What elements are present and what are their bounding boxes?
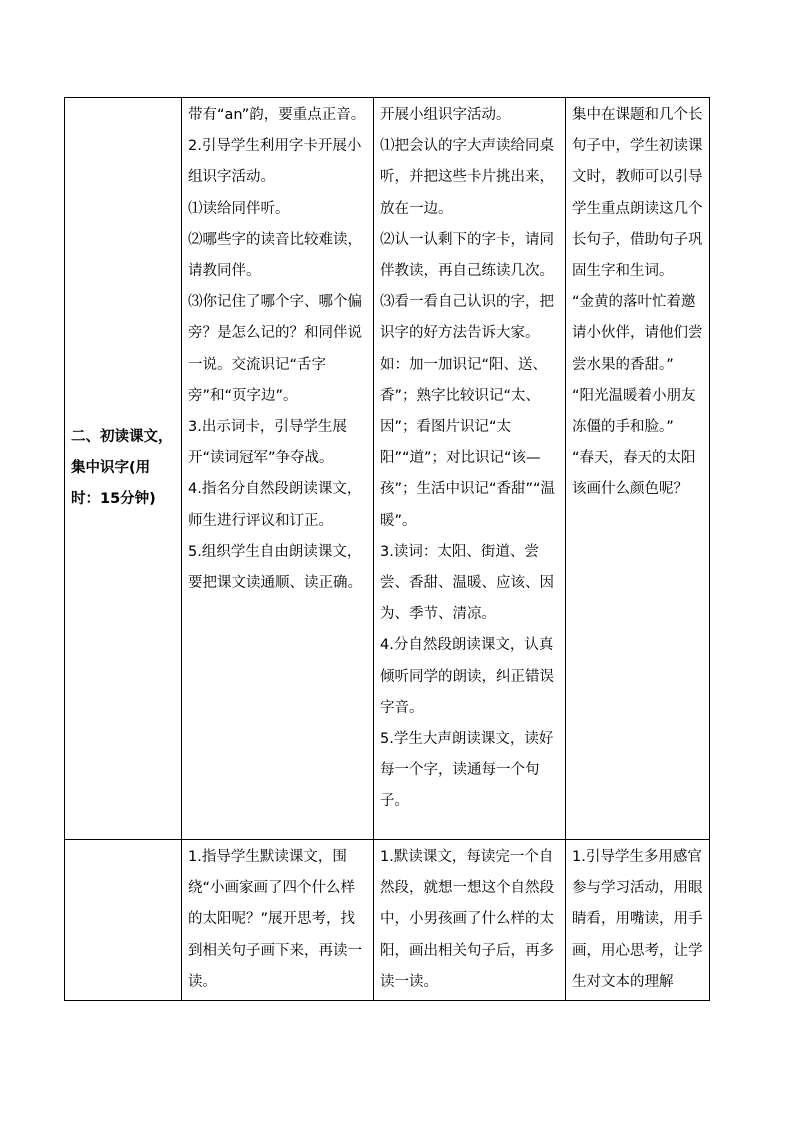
teacher-activity-cell — [182, 840, 374, 1001]
teacher-line: 5.组织学生自由朗读课文，要把课文读通顺、读正确。 — [188, 543, 362, 592]
student-line: 4.分自然段朗读课文，认真倾听同学的朗读，纠正错误字音。 — [380, 637, 554, 716]
design-intent-cell — [566, 840, 710, 1001]
table-row — [65, 98, 710, 840]
student-line: ⑵认一认剩下的字卡，请同伴教读，再自己练读几次。 — [380, 231, 554, 280]
student-line: ⑴把会认的字大声读给同桌听，并把这些卡片挑出来，放在一边。 — [380, 138, 554, 217]
teacher-line: ⑵哪些字的读音比较难读，请教同伴。 — [188, 231, 362, 280]
teacher-line: ⑶你记住了哪个字、哪个偏旁？是怎么记的？和同伴说一说。交流识记“舌字旁”和“页字边”。 — [188, 294, 362, 404]
student-line: 5.学生大声朗读课文，读好每一个字，读通每一个句子。 — [380, 731, 554, 810]
intent-line: “金黄的落叶忙着邀请小伙伴，请他们尝尝水果的香甜。” — [572, 294, 703, 373]
student-line: 3.读词：太阳、街道、尝尝、香甜、温暖、应该、因为、季节、清凉。 — [380, 543, 554, 623]
intent-line: “春天，春天的太阳该画什么颜色呢？ — [572, 450, 696, 498]
student-line: 1.默读课文，每读完一个自然段，就想一想这个自然段中，小男孩画了什么样的太阳，画出相关句子后，再多读一读。 — [380, 849, 554, 990]
intent-line: “阳光温暖着小朋友冻僵的手和脸。” — [572, 387, 696, 436]
stage-cell: 二、初读课文，集中识字(用时：15分钟) — [65, 98, 182, 840]
teacher-line: ⑴读给同伴听。 — [188, 200, 290, 217]
intent-line: 1.引导学生多用感官参与学习活动，用眼睛看，用嘴读，用手画，用心思考，让学生对文本的理解 — [572, 849, 703, 990]
teacher-line: 2.引导学生利用字卡开展小组识字活动。 — [188, 138, 362, 186]
stage-cell — [65, 840, 182, 1001]
student-activity-cell — [374, 98, 566, 840]
student-line: 开展小组识字活动。 — [380, 107, 511, 123]
teacher-line: 3.出示词卡，引导学生展开“读词冠军”争夺战。 — [188, 419, 347, 467]
lesson-plan-table — [64, 97, 710, 1001]
student-line: ⑶看一看自己认识的字，把识字的好方法告诉大家。如：加一加识记“阳、送、香”；熟字比较识记“太、因”；看图片识记“太阳”“道”；对比识记“该—孩”；生活中识记“香甜”“温暖”。 — [380, 294, 556, 529]
design-intent-cell — [566, 98, 710, 840]
intent-line: 集中在课题和几个长句子中，学生初读课文时，教师可以引导学生重点朗读这几个长句子，借助句子巩固生字和生词。 — [572, 107, 703, 280]
student-activity-cell — [374, 840, 566, 1001]
teacher-line: 4.指名分自然段朗读课文，师生进行评议和订正。 — [188, 481, 362, 529]
table-row — [65, 840, 710, 1001]
teacher-line: 1.指导学生默读课文，围绕“小画家画了四个什么样的太阳呢？”展开思考，找到相关句子画下来，再读一读。 — [188, 849, 362, 990]
teacher-activity-cell — [182, 98, 374, 840]
teacher-line: 带有“an”韵，要重点正音。 — [188, 107, 366, 123]
